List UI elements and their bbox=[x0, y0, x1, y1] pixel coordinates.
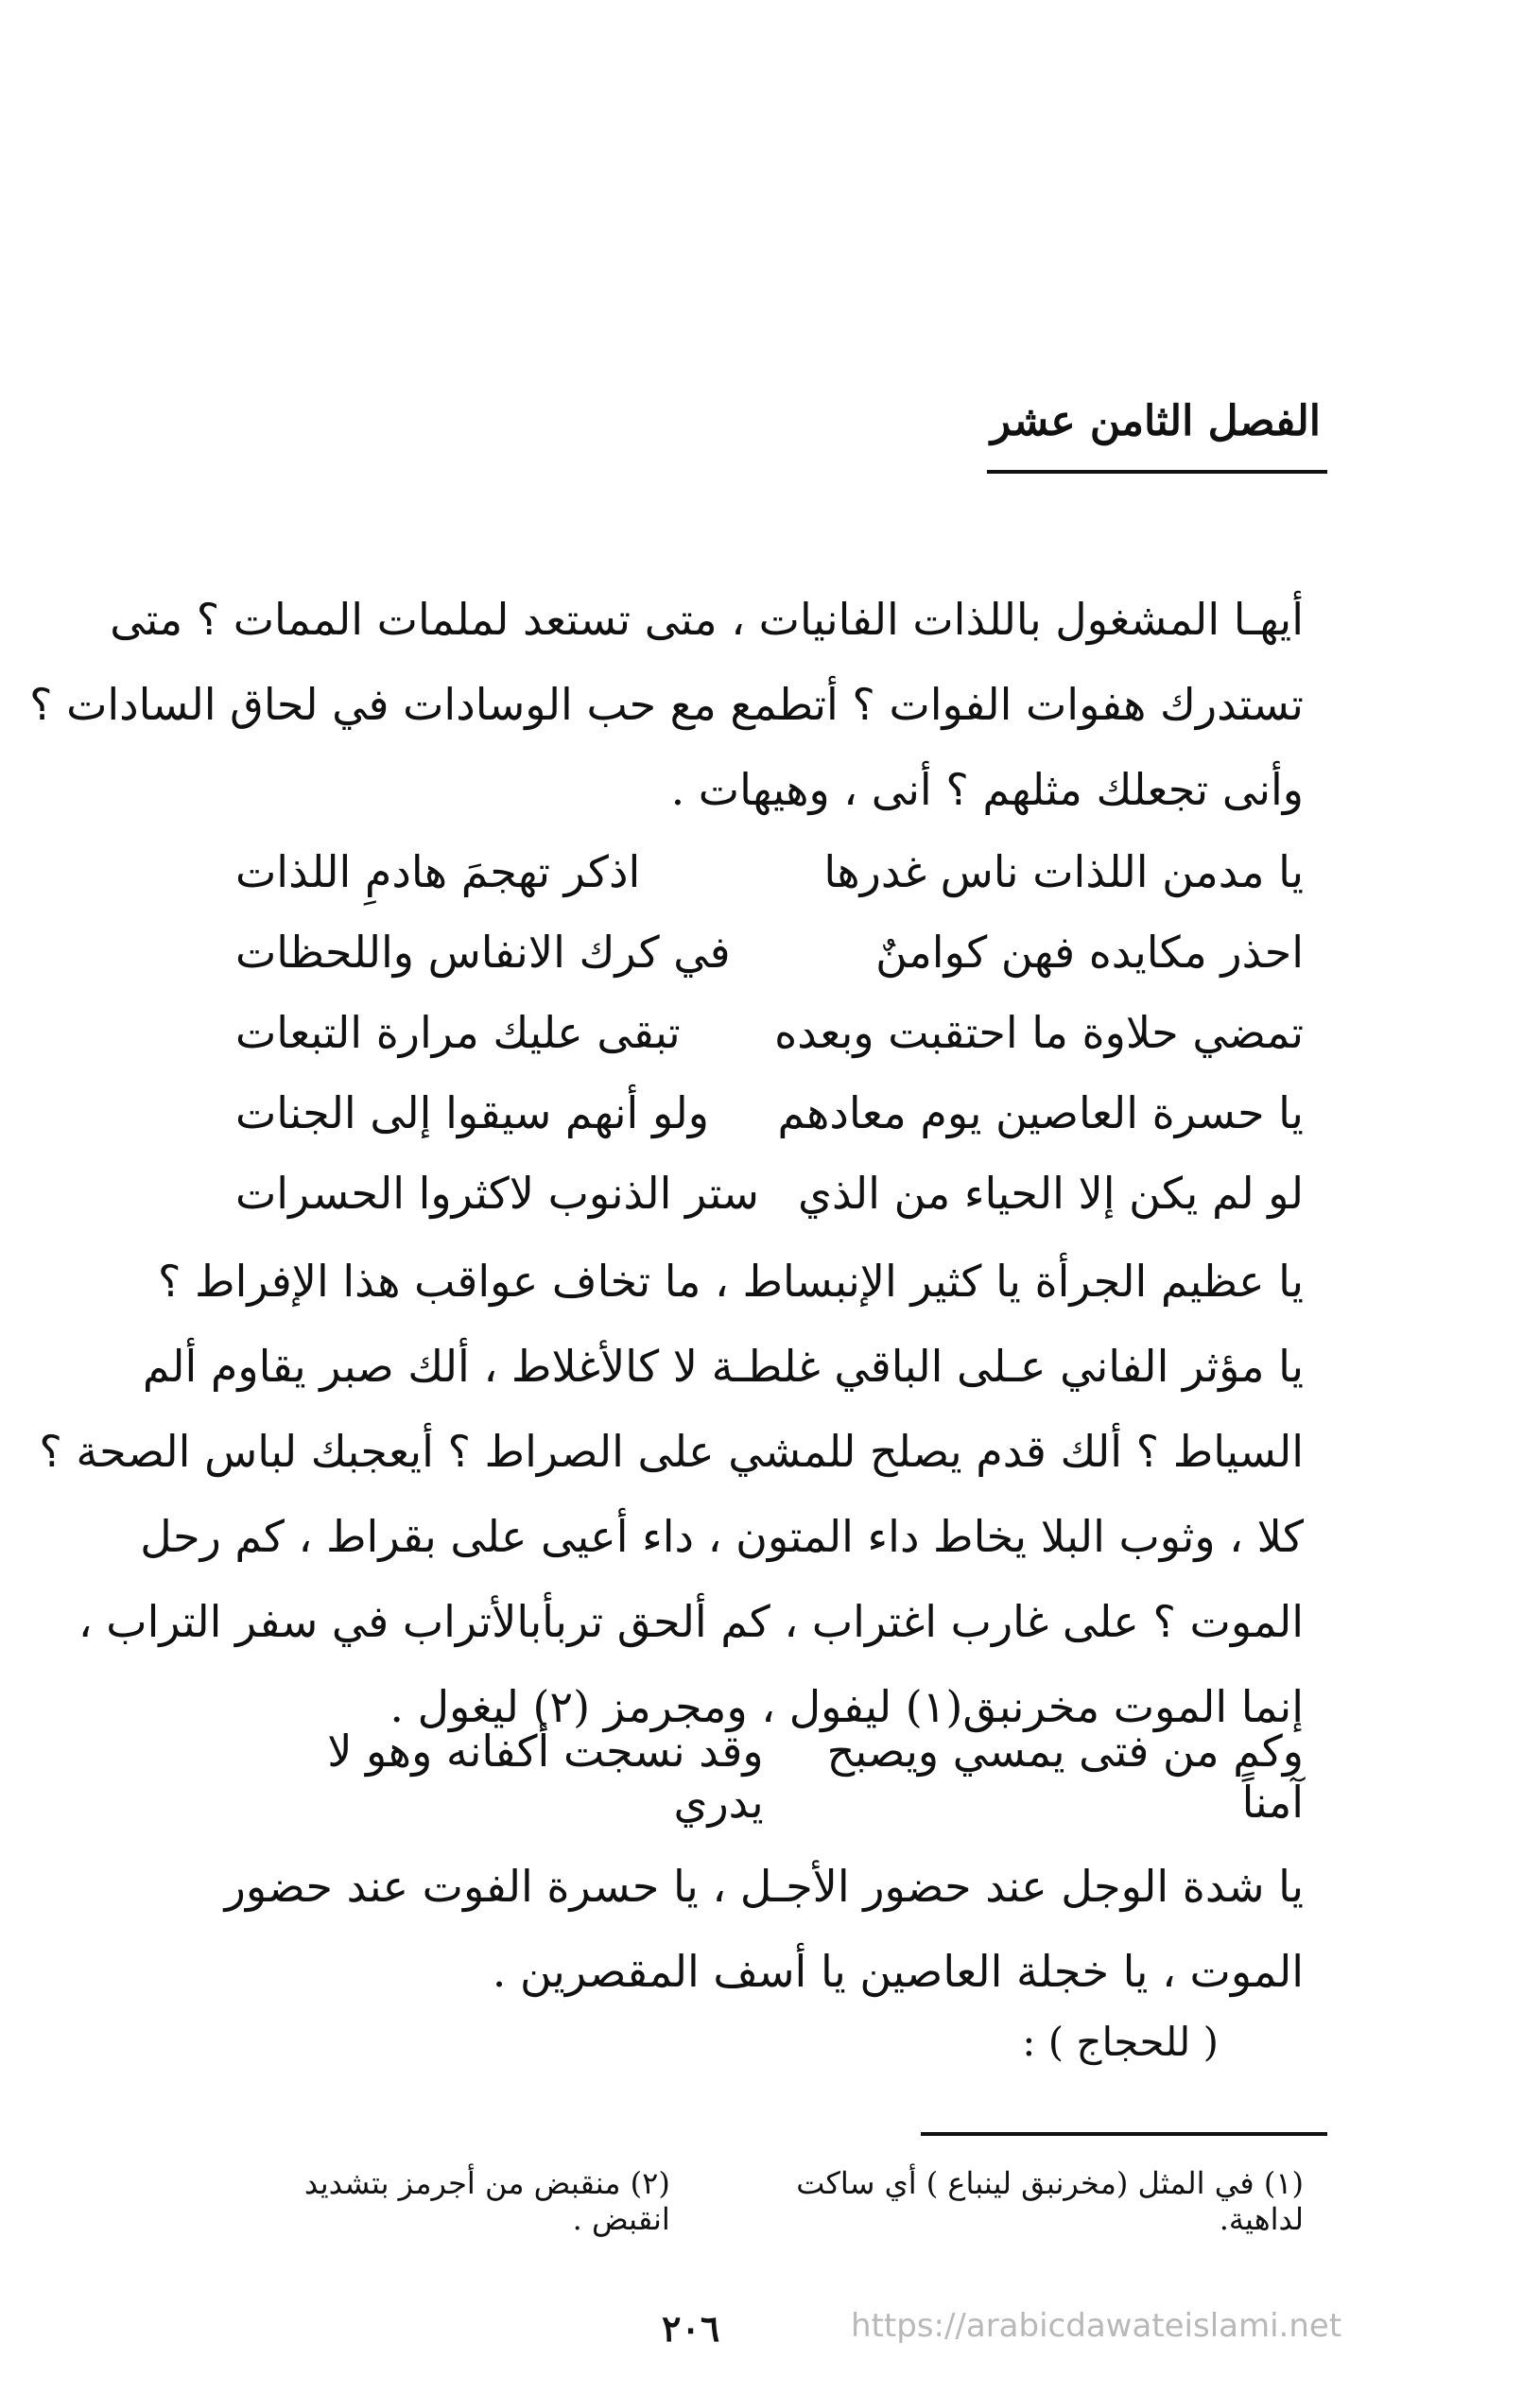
footnote-2: (٢) منقبض من أجرمز بتشديد انقبض . bbox=[303, 2165, 670, 2237]
verse-hemistich-left: اذكر تهجمَ هادمِ اللذات bbox=[235, 846, 641, 897]
watermark-url: https://arabicdawateislami.net bbox=[851, 2307, 1342, 2345]
verse-hemistich-left: في كرك الانفاس واللحظات bbox=[235, 927, 731, 978]
verse-row bbox=[235, 1073, 1304, 1154]
verse-hemistich-left: تبقى عليك مرارة التبعات bbox=[235, 1007, 681, 1058]
verse-row bbox=[235, 993, 1304, 1073]
text-line: أيهـا المشغول باللذات الفانيات ، متى تستعد لملمات الممات ؟ متى bbox=[110, 594, 1304, 645]
page-number: ٢٠٦ bbox=[662, 2307, 720, 2350]
chapter-title: الفصل الثامن عشر bbox=[990, 397, 1321, 445]
footnotes bbox=[216, 2165, 1304, 2237]
text-line: السياط ؟ ألك قدم يصلح للمشي على الصراط ؟ أيعجبك لباس الصحة ؟ bbox=[39, 1426, 1304, 1477]
poem-credit: ( للحجاج ) : bbox=[1022, 2019, 1219, 2065]
verse-hemistich-right: وكم من فتى يمسي ويصبح آمناً bbox=[826, 1726, 1304, 1828]
text-line: الموت ؟ على غارب اغتراب ، كم ألحق تربأبالأتراب في سفر التراب ، bbox=[78, 1596, 1304, 1647]
paragraph-1 bbox=[29, 577, 1304, 832]
verse-row bbox=[235, 832, 1304, 912]
title-underline bbox=[987, 470, 1327, 474]
text-line: يا عظيم الجرأة يا كثير الإنبساط ، ما تخاف عواقب هذا الإفراط ؟ bbox=[157, 1256, 1304, 1307]
verse-single bbox=[235, 1726, 1304, 1828]
text-line: تستدرك هفوات الفوات ؟ أتطمع مع حب الوسادات في لحاق السادات ؟ bbox=[29, 679, 1304, 730]
poem-verses bbox=[235, 832, 1304, 1234]
verse-hemistich-right: يا حسرة العاصين يوم معادهم bbox=[777, 1087, 1304, 1138]
text-line: الموت ، يا خجلة العاصين يا أسف المقصرين . bbox=[492, 1946, 1304, 1997]
verse-hemistich-left: ولو أنهم سيقوا إلى الجنات bbox=[235, 1087, 709, 1138]
verse-row bbox=[235, 912, 1304, 993]
verse-row bbox=[235, 1154, 1304, 1234]
text-line: يا شدة الوجل عند حضور الأجـل ، يا حسرة الفوت عند حضور bbox=[224, 1861, 1304, 1912]
verse-hemistich-right: لو لم يكن إلا الحياء من الذي bbox=[798, 1168, 1304, 1219]
verse-hemistich-right: يا مدمن اللذات ناس غدرها bbox=[823, 846, 1304, 897]
paragraph-3 bbox=[224, 1844, 1304, 2014]
text-line: كلا ، وثوب البلا يخاط داء المتون ، داء أعيى على بقراط ، كم رحل bbox=[140, 1511, 1304, 1562]
paragraph-2 bbox=[39, 1239, 1304, 1749]
text-line: إنما الموت مخرنبق(١) ليفول ، ومجرمز (٢) ليغول . bbox=[389, 1681, 1304, 1732]
verse-hemistich-left: ستر الذنوب لاكثروا الحسرات bbox=[235, 1168, 759, 1219]
verse-hemistich-left: وقد نسجت أكفانه وهو لا يدري bbox=[327, 1726, 764, 1828]
text-line: وأنى تجعلك مثلهم ؟ أنى ، وهيهات . bbox=[670, 764, 1304, 815]
text-line: يا مؤثر الفاني عـلى الباقي غلطـة لا كالأغلاط ، ألك صبر يقاوم ألم bbox=[142, 1341, 1304, 1392]
footnote-1: (١) في المثل (مخرنبق لينباع ) أي ساكت لداهية. bbox=[796, 2165, 1304, 2237]
footnote-divider bbox=[921, 2132, 1327, 2136]
verse-hemistich-right: احذر مكايده فهن كوامنٌ bbox=[875, 927, 1304, 978]
verse-hemistich-right: تمضي حلاوة ما احتقبت وبعده bbox=[774, 1007, 1304, 1058]
